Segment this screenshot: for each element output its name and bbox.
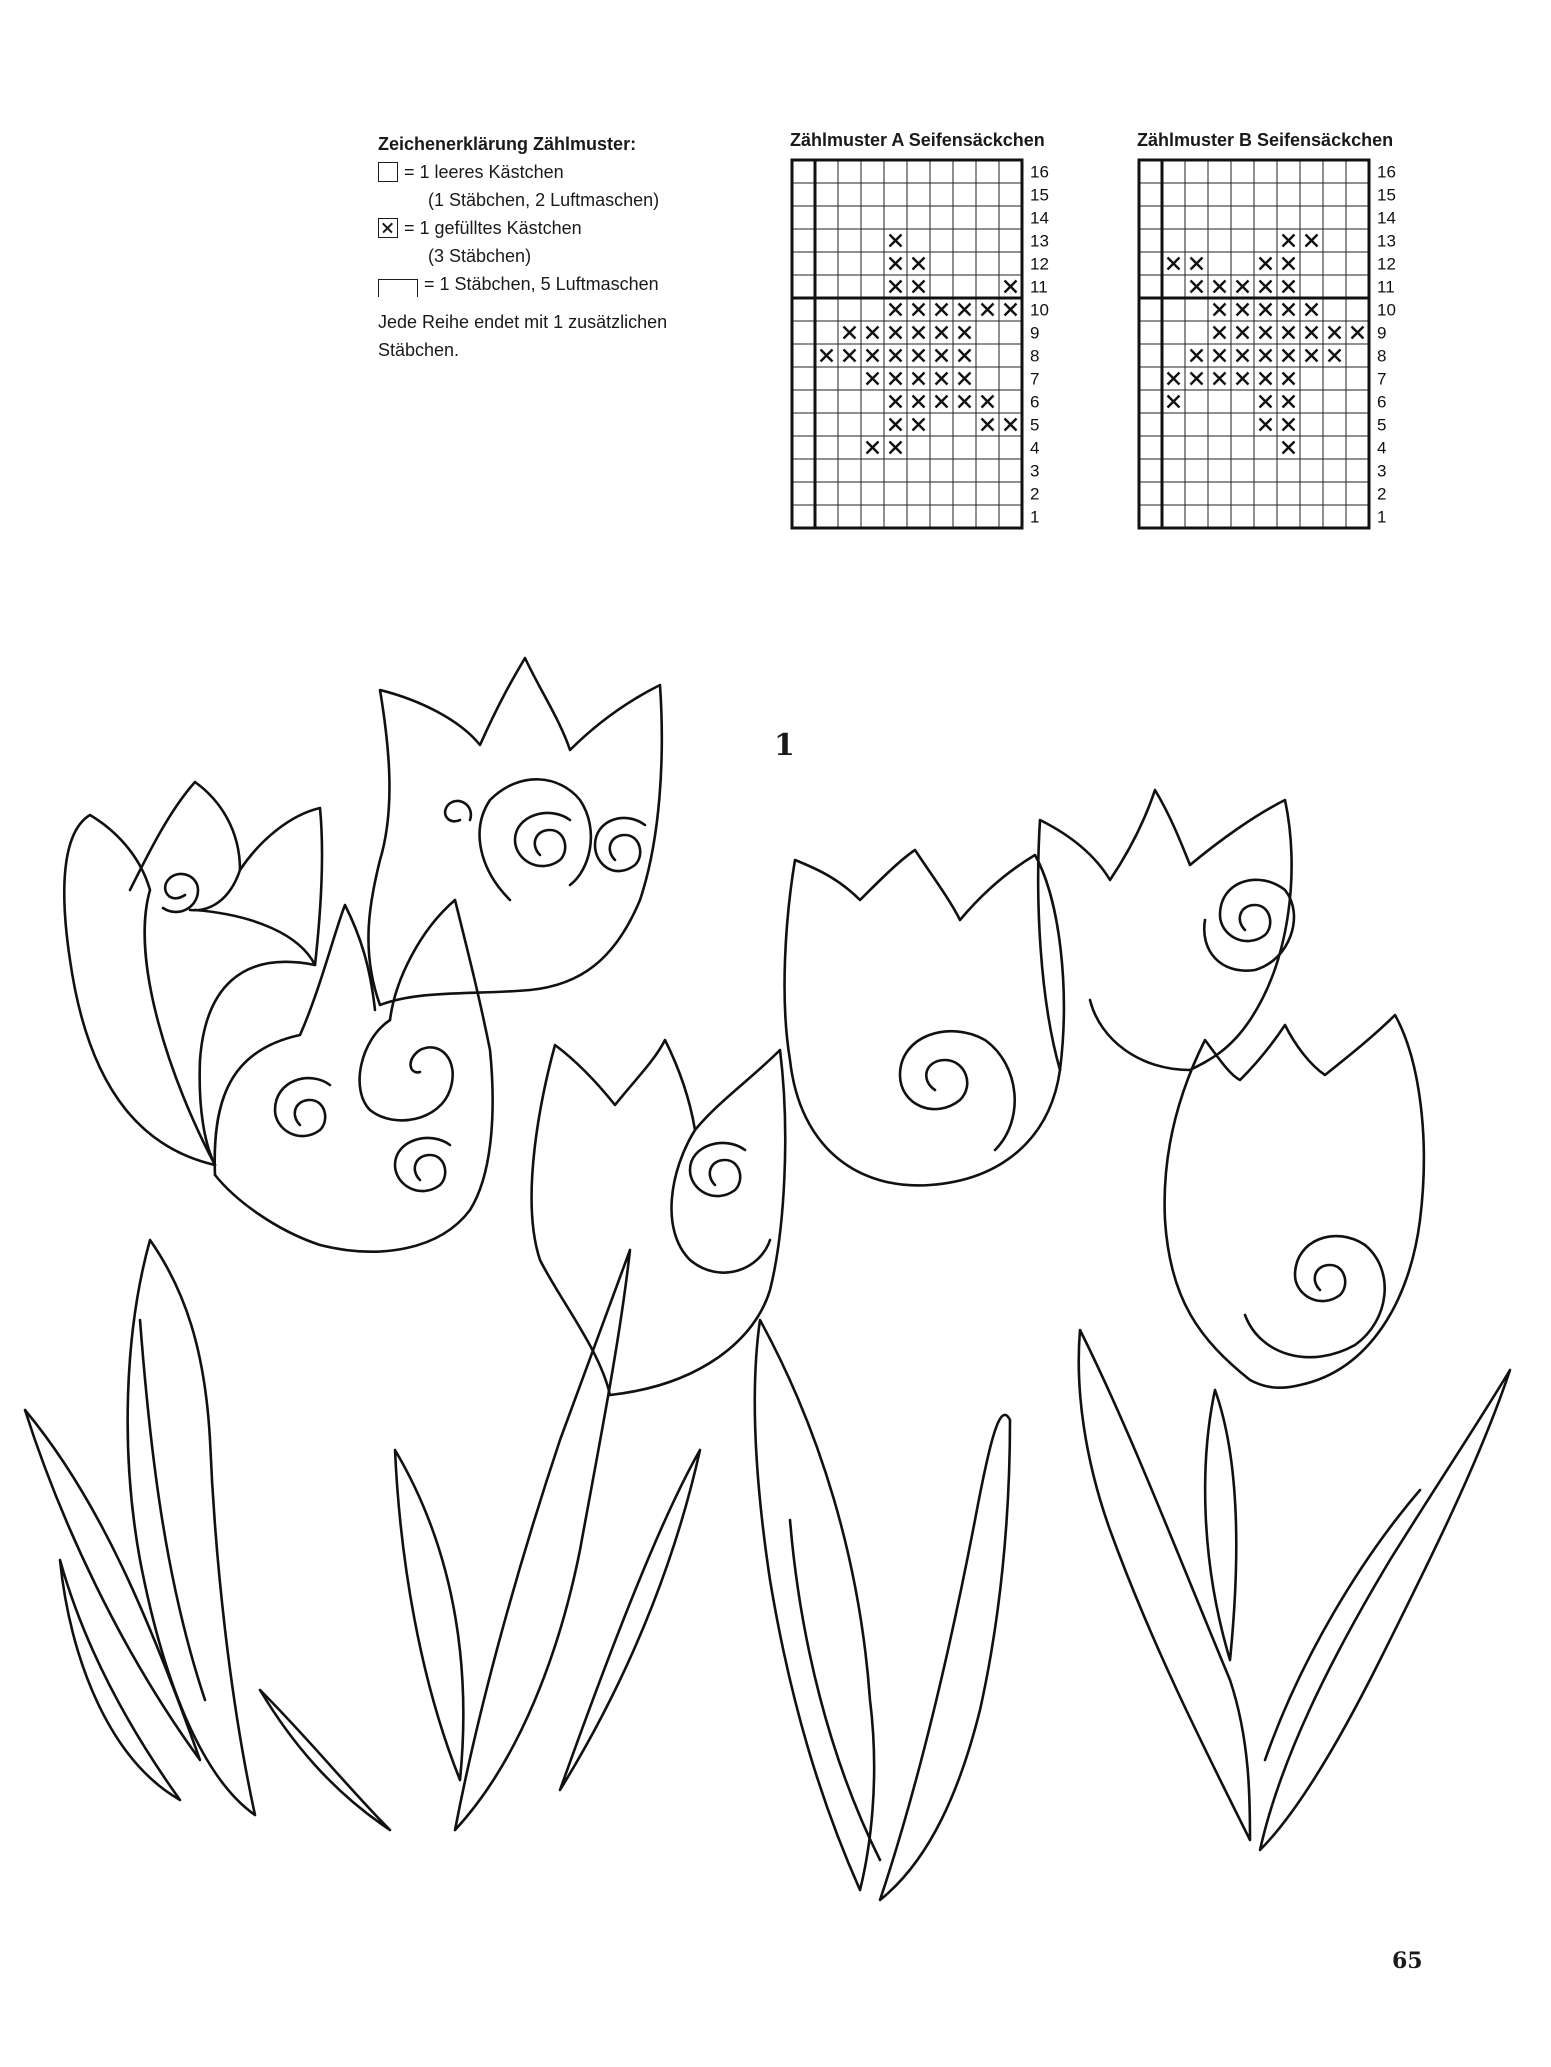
filled-cell-x (959, 396, 971, 408)
filled-cell-x (1260, 281, 1272, 293)
row-number-label: 9 (1377, 323, 1387, 343)
filled-cell-x (821, 350, 833, 362)
filled-cell-x (1214, 304, 1226, 316)
row-number-label: 2 (1377, 484, 1387, 504)
filled-cell-x (959, 373, 971, 385)
filled-cell-x (913, 350, 925, 362)
filled-cell-x (959, 327, 971, 339)
chart-b-title: Zählmuster B Seifensäckchen (1137, 130, 1394, 150)
row-number-label: 2 (1030, 484, 1040, 504)
leaf-10 (790, 1520, 880, 1860)
row-number-label: 10 (1377, 300, 1396, 320)
spiral-9 (1204, 880, 1294, 971)
leaf-5 (260, 1690, 390, 1830)
row-number-label: 4 (1030, 438, 1040, 458)
tulip-fr-body (1165, 1015, 1424, 1388)
filled-cell-x (1237, 327, 1249, 339)
filled-cell-x (1283, 304, 1295, 316)
row-number-label: 11 (1030, 277, 1048, 297)
spiral-7 (690, 1143, 745, 1196)
filled-cell-x (890, 235, 902, 247)
legend-filled-label: = 1 gefülltes Kästchen (404, 218, 582, 238)
filled-cell-x (1283, 442, 1295, 454)
filled-cell-x (1283, 350, 1295, 362)
filled-cell-x (1191, 281, 1203, 293)
filled-cell-x (1329, 350, 1341, 362)
filled-cell-x (890, 442, 902, 454)
tulip-petal-2a (215, 900, 493, 1252)
legend-bracket-row (378, 270, 738, 298)
filled-cell-x (1191, 373, 1203, 385)
filled-cell-x (1283, 327, 1295, 339)
row-number-label: 14 (1377, 208, 1396, 228)
spiral-3 (395, 1138, 450, 1191)
filled-cell-x (982, 304, 994, 316)
row-number-label: 6 (1030, 392, 1040, 412)
legend-empty-label: = 1 leeres Kästchen (404, 162, 564, 182)
filled-cell-x (1214, 373, 1226, 385)
filled-cell-x (913, 327, 925, 339)
filled-cell-x (913, 258, 925, 270)
filled-cell-x (844, 350, 856, 362)
filled-cell-x (936, 304, 948, 316)
spiral-8 (900, 1031, 1015, 1150)
filled-cell-x (1260, 419, 1272, 431)
filled-cell-x (1352, 327, 1364, 339)
filled-cell-x (1005, 281, 1017, 293)
filled-cell-x (1306, 304, 1318, 316)
filled-cell-x (1237, 304, 1249, 316)
leaf-8 (560, 1450, 700, 1790)
tulip-petal-left-3 (240, 808, 322, 965)
row-number-label: 3 (1030, 461, 1040, 481)
chart-a-title: Zählmuster A Seifensäckchen (790, 130, 1045, 150)
filled-cell-x (1283, 258, 1295, 270)
filled-cell-x (1260, 304, 1272, 316)
filled-cell-x (867, 373, 879, 385)
legend-bracket-label: = 1 Stäbchen, 5 Luftmaschen (424, 274, 659, 294)
row-number-label: 13 (1030, 231, 1049, 251)
row-number-label: 13 (1377, 231, 1396, 251)
filled-cell-x (1260, 350, 1272, 362)
leaf-11 (880, 1415, 1010, 1900)
leaf-12 (1079, 1330, 1250, 1840)
filled-cell-x (844, 327, 856, 339)
filled-cell-x (1306, 235, 1318, 247)
spiral-6 (445, 801, 471, 821)
filled-cell-x (1283, 235, 1295, 247)
filled-cell-x (1237, 373, 1249, 385)
legend-note-line1: Jede Reihe endet mit 1 zusätzlichen (378, 312, 668, 332)
row-number-label: 14 (1030, 208, 1049, 228)
spiral-4 (515, 813, 570, 866)
filled-cell-x (1260, 258, 1272, 270)
figure-number: 1 (774, 728, 795, 763)
leaf-2 (60, 1560, 180, 1800)
leaf-4 (140, 1320, 205, 1700)
leaf-3 (128, 1240, 255, 1815)
filled-cell-x (1283, 396, 1295, 408)
filled-cell-x (890, 419, 902, 431)
chart-b-grid (1137, 158, 1437, 538)
row-number-label: 1 (1030, 507, 1040, 527)
leaf-6 (395, 1450, 463, 1780)
filled-cell-x (1005, 304, 1017, 316)
filled-cell-x (1168, 373, 1180, 385)
filled-cell-x (1260, 327, 1272, 339)
row-number-label: 5 (1030, 415, 1040, 435)
row-number-label: 9 (1030, 323, 1040, 343)
row-number-label: 1 (1377, 507, 1387, 527)
empty-box-icon (378, 162, 398, 182)
filled-cell-x (959, 350, 971, 362)
chart-a-grid (790, 158, 1090, 538)
spiral-2 (275, 1078, 330, 1136)
filled-cell-x (1168, 258, 1180, 270)
row-number-label: 12 (1030, 254, 1049, 274)
tulip-drawing (0, 640, 1551, 1920)
spiral-1 (163, 874, 198, 912)
filled-cell-x (1214, 327, 1226, 339)
filled-cell-x (1283, 419, 1295, 431)
tulip-center-body (532, 1040, 786, 1395)
filled-cell-x (890, 304, 902, 316)
filled-cell-x (913, 304, 925, 316)
legend-note-line2: Stäbchen. (378, 340, 460, 360)
row-number-label: 12 (1377, 254, 1396, 274)
filled-cell-x (890, 350, 902, 362)
row-number-label: 10 (1030, 300, 1049, 320)
filled-cell-x (867, 327, 879, 339)
tulip-rc-body (785, 850, 1064, 1185)
filled-cell-x (890, 281, 902, 293)
legend-empty-row (378, 158, 738, 186)
row-number-label: 6 (1377, 392, 1387, 412)
tulip-rt-inner (1090, 1000, 1190, 1070)
filled-cell-x (890, 258, 902, 270)
row-number-label: 7 (1377, 369, 1387, 389)
filled-cell-x (913, 396, 925, 408)
filled-box-icon (378, 218, 398, 238)
tulip-body-left (195, 910, 315, 1165)
filled-cell-x (1214, 281, 1226, 293)
leaf-14 (1260, 1370, 1510, 1850)
filled-cell-x (1168, 396, 1180, 408)
row-number-label: 8 (1030, 346, 1040, 366)
row-number-label: 15 (1030, 185, 1049, 205)
tulip-rt-body (1038, 790, 1291, 1070)
row-number-label: 8 (1377, 346, 1387, 366)
leaf-13 (1205, 1390, 1236, 1660)
row-number-label: 15 (1377, 185, 1396, 205)
filled-cell-x (982, 419, 994, 431)
row-number-label: 4 (1377, 438, 1387, 458)
tulip-inner-2 (360, 1020, 453, 1120)
filled-cell-x (867, 350, 879, 362)
filled-cell-x (936, 327, 948, 339)
filled-cell-x (1306, 350, 1318, 362)
filled-cell-x (1237, 281, 1249, 293)
legend-filled-detail: (3 Stäbchen) (428, 246, 532, 266)
filled-cell-x (1237, 350, 1249, 362)
row-number-label: 7 (1030, 369, 1040, 389)
row-number-label: 3 (1377, 461, 1387, 481)
tulip-petal-left-2 (130, 782, 240, 910)
filled-cell-x (1214, 350, 1226, 362)
row-number-label: 11 (1377, 277, 1395, 297)
filled-cell-x (936, 350, 948, 362)
filled-cell-x (890, 396, 902, 408)
spiral-10 (1245, 1236, 1385, 1357)
tulip-petal-left-1 (64, 815, 215, 1165)
filled-cell-x (1191, 350, 1203, 362)
filled-cell-x (913, 419, 925, 431)
legend-note (378, 308, 738, 364)
filled-cell-x (1283, 281, 1295, 293)
filled-cell-x (1329, 327, 1341, 339)
filled-cell-x (1306, 327, 1318, 339)
filled-cell-x (959, 304, 971, 316)
filled-cell-x (1005, 419, 1017, 431)
filled-cell-x (1260, 396, 1272, 408)
filled-cell-x (1260, 373, 1272, 385)
row-number-label: 16 (1377, 162, 1396, 182)
filled-cell-x (890, 373, 902, 385)
filled-cell-x (1191, 258, 1203, 270)
tulip-center-inner (671, 1130, 770, 1273)
filled-cell-x (936, 373, 948, 385)
legend-filled-row (378, 214, 738, 242)
legend-title: Zeichenerklärung Zählmuster: (378, 134, 637, 154)
filled-cell-x (1283, 373, 1295, 385)
page-number: 65 (1392, 1948, 1423, 1974)
filled-cell-x (867, 442, 879, 454)
filled-cell-x (936, 396, 948, 408)
leaf-7 (455, 1250, 630, 1830)
legend-empty-detail: (1 Stäbchen, 2 Luftmaschen) (428, 190, 660, 210)
filled-cell-x (982, 396, 994, 408)
legend (378, 130, 738, 364)
row-number-label: 5 (1377, 415, 1387, 435)
filled-cell-x (913, 281, 925, 293)
bracket-icon (378, 279, 418, 297)
spiral-5 (595, 818, 645, 871)
row-number-label: 16 (1030, 162, 1049, 182)
filled-cell-x (890, 327, 902, 339)
filled-cell-x (913, 373, 925, 385)
